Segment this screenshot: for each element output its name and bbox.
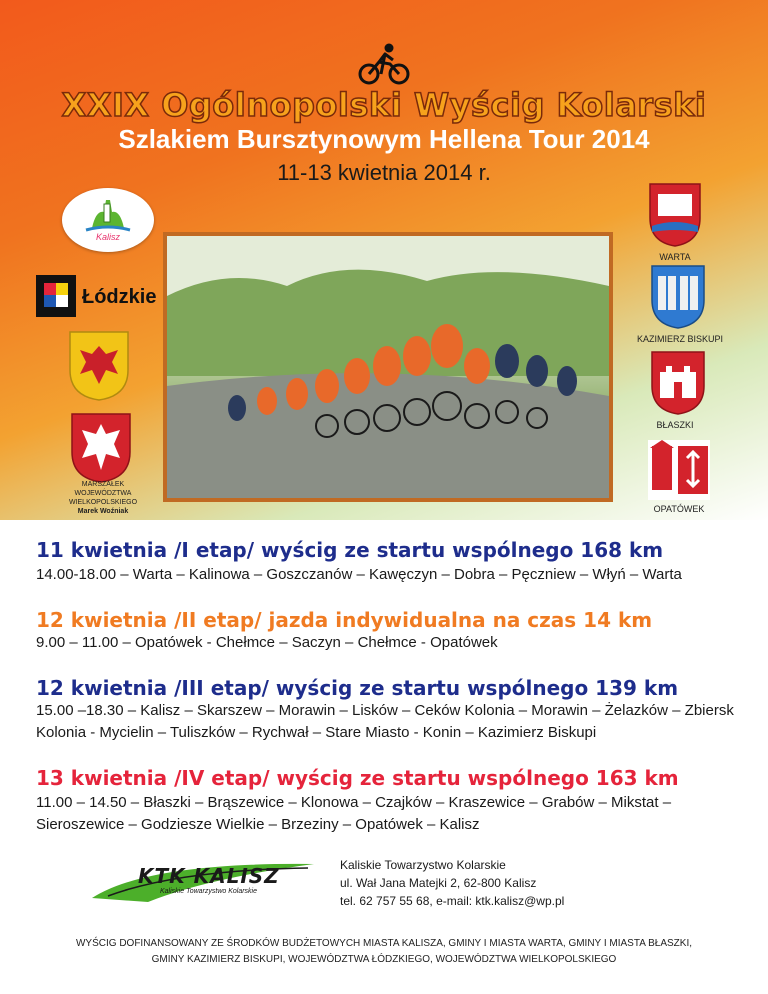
event-subtitle: Szlakiem Bursztynowym Hellena Tour 2014	[118, 124, 650, 154]
stage-3-route: 15.00 –18.30 – Kalisz – Skarszew – Morawin – Lisków – Ceków Kolonia – Morawin – Żelazków – Zbiersk Kolonia - Mycielin – Tuliszków – Rychwał – Stare Miasto - Konin – Kazimierz Biskupi	[36, 702, 734, 741]
kazimierz-biskupi-crest-label: KAZIMIERZ BISKUPI	[636, 334, 723, 344]
stage-2-title: 12 kwietnia /II etap/ jazda indywidualna na czas 14 km	[36, 608, 653, 632]
stage-4-title: 13 kwietnia /IV etap/ wyścig ze startu wspólnego 163 km	[36, 766, 679, 790]
funding-footer	[20, 936, 748, 968]
contact-phone-email: tel. 62 757 55 68, e-mail: ktk.kalisz@wp.pl	[340, 894, 565, 908]
marshal-line-1: MARSZAŁEK	[81, 481, 125, 488]
marshal-line-3: Marek Woźniak	[77, 508, 129, 515]
stage-3-title: 12 kwietnia /III etap/ wyścig ze startu wspólnego 139 km	[36, 676, 679, 700]
opatowek-crest-icon	[648, 440, 710, 500]
kazimierz-biskupi-crest-icon	[650, 264, 706, 330]
stage-2-route: 9.00 – 11.00 – Opatówek - Chełmce – Saczyn – Chełmce - Opatówek	[36, 634, 498, 651]
event-dates: 11-13 kwietnia 2014 r.	[277, 160, 491, 185]
race-photo	[163, 232, 613, 502]
stage-1-route: 14.00-18.00 – Warta – Kalinowa – Goszczanów – Kawęczyn – Dobra – Pęczniew – Włyń – Warta	[36, 566, 682, 583]
stage-4-route: 11.00 – 14.50 – Błaszki – Brąszewice – Klonowa – Czajków – Kraszewice – Grabów – Mikstat – Sieroszewice – Godziesze Wielkie – Brzeziny – Opatówek – Kalisz	[36, 794, 672, 833]
warta-crest-icon	[648, 182, 702, 248]
ktk-kalisz-logo	[88, 858, 318, 904]
blaszki-crest-label: BŁASZKI	[656, 420, 694, 430]
ktk-logo-text: KTK KALISZ	[138, 864, 280, 888]
lodzkie-crest-icon	[68, 330, 130, 402]
ktk-logo-tagline: Kaliskie Towarzystwo Kolarskie	[160, 888, 257, 895]
warta-crest-label: WARTA	[659, 252, 691, 262]
lodzkie-logo-label: Łódzkie	[82, 286, 157, 308]
contact-block	[340, 856, 564, 910]
footer-line-2: GMINY KAZIMIERZ BISKUPI, WOJEWÓDZTWA ŁÓDZKIEGO, WOJEWÓDZTWA WIELKOPOLSKIEGO	[151, 954, 617, 965]
cyclist-icon	[357, 42, 411, 86]
wielkopolska-crest-icon	[70, 412, 132, 484]
peloton-photo-illustration	[167, 236, 609, 498]
event-title: XXIX Ogólnopolski Wyścig Kolarski	[61, 86, 707, 124]
kalisz-logo	[62, 188, 154, 252]
footer-line-1: WYŚCIG DOFINANSOWANY ZE ŚRODKÓW BUDŻETOWYCH MIASTA KALISZA, GMINY I MIASTA WARTA, GMINY I MIASTA BŁASZKI,	[75, 938, 692, 949]
contact-name: Kaliskie Towarzystwo Kolarskie	[340, 858, 506, 872]
marshal-line-2: WOJEWÓDZTWA WIELKOPOLSKIEGO	[68, 490, 138, 506]
contact-address: ul. Wał Jana Matejki 2, 62-800 Kalisz	[340, 876, 537, 890]
opatowek-crest-label: OPATÓWEK	[653, 504, 705, 514]
kalisz-logo-label: Kalisz	[95, 232, 120, 242]
blaszki-crest-icon	[650, 350, 706, 416]
marshal-caption	[40, 480, 166, 516]
stage-1-title: 11 kwietnia /I etap/ wyścig ze startu wspólnego 168 km	[36, 538, 664, 562]
